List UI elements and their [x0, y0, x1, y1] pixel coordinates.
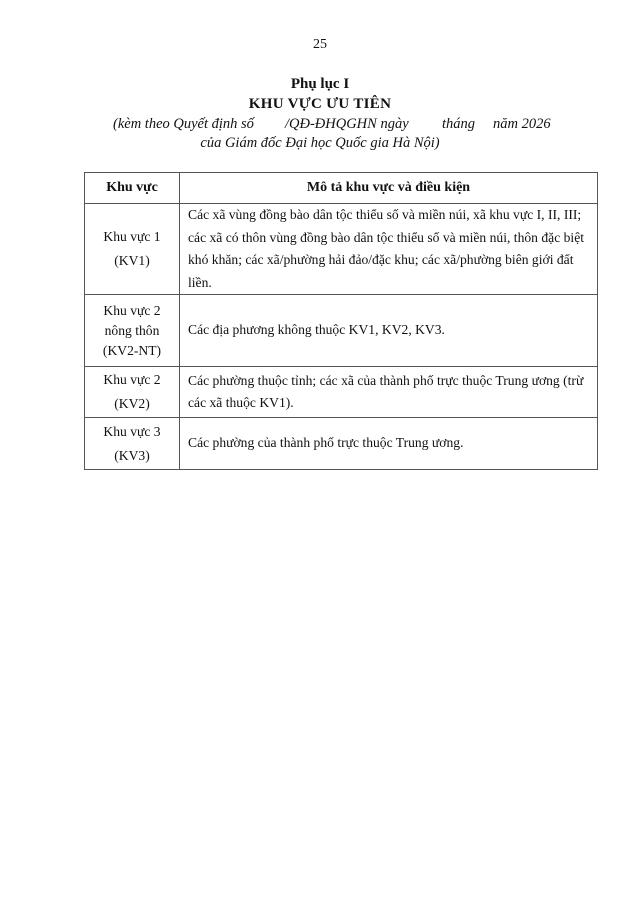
zone-code: (KV2) [114, 396, 150, 411]
description-cell: Các phường của thành phố trực thuộc Trung ương. [180, 418, 598, 470]
table-header-row [85, 173, 598, 204]
description-cell: Các xã vùng đồng bào dân tộc thiểu số và miền núi, xã khu vực I, II, III; các xã có thôn vùng đồng bào dân tộc thiểu số và miền núi, thôn đặc biệt khó khăn; các xã/phường hải đảo/đặc khu; các xã/phường biên giới đất liền. [180, 204, 598, 295]
zone-name: Khu vực 2 [103, 302, 161, 318]
appendix-title: Phụ lục I [290, 76, 350, 92]
description-cell: Các địa phương không thuộc KV1, KV2, KV3. [180, 295, 598, 367]
header-zone: Khu vực [85, 173, 180, 204]
zone-code: (KV1) [114, 253, 150, 268]
zone-cell [85, 295, 180, 367]
issuer-line: của Giám đốc Đại học Quốc gia Hà Nội) [200, 135, 440, 151]
decision-text-part-1: (kèm theo Quyết định số [113, 116, 254, 132]
header-description: Mô tả khu vực và điều kiện [180, 173, 598, 204]
decision-reference-line [113, 114, 573, 134]
priority-zones-table [84, 172, 598, 470]
table-row [85, 367, 598, 418]
zone-code: (KV3) [114, 447, 150, 463]
zone-cell [85, 204, 180, 295]
heading [0, 74, 640, 114]
description-cell: Các phường thuộc tỉnh; các xã của thành phố trực thuộc Trung ương (trừ các xã thuộc KV1). [180, 367, 598, 418]
table-row [85, 204, 598, 295]
table-row [85, 418, 598, 470]
zone-name: Khu vực 1 [103, 229, 161, 244]
zone-code: (KV2-NT) [102, 342, 162, 358]
zone-cell [85, 367, 180, 418]
zone-name: Khu vực 2 [103, 372, 161, 387]
decision-text-part-2: /QĐ-ĐHQGHN ngày [285, 116, 409, 132]
zone-cell [85, 418, 180, 470]
main-title: KHU VỰC ƯU TIÊN [248, 96, 392, 112]
decision-text-part-3: tháng [442, 116, 476, 132]
decision-text-part-4: năm 2026 [493, 116, 551, 132]
zone-name: Khu vực 3 [103, 423, 161, 439]
table-row [85, 295, 598, 367]
zone-subname: nông thôn [104, 322, 160, 338]
page-number: 25 [313, 37, 327, 52]
